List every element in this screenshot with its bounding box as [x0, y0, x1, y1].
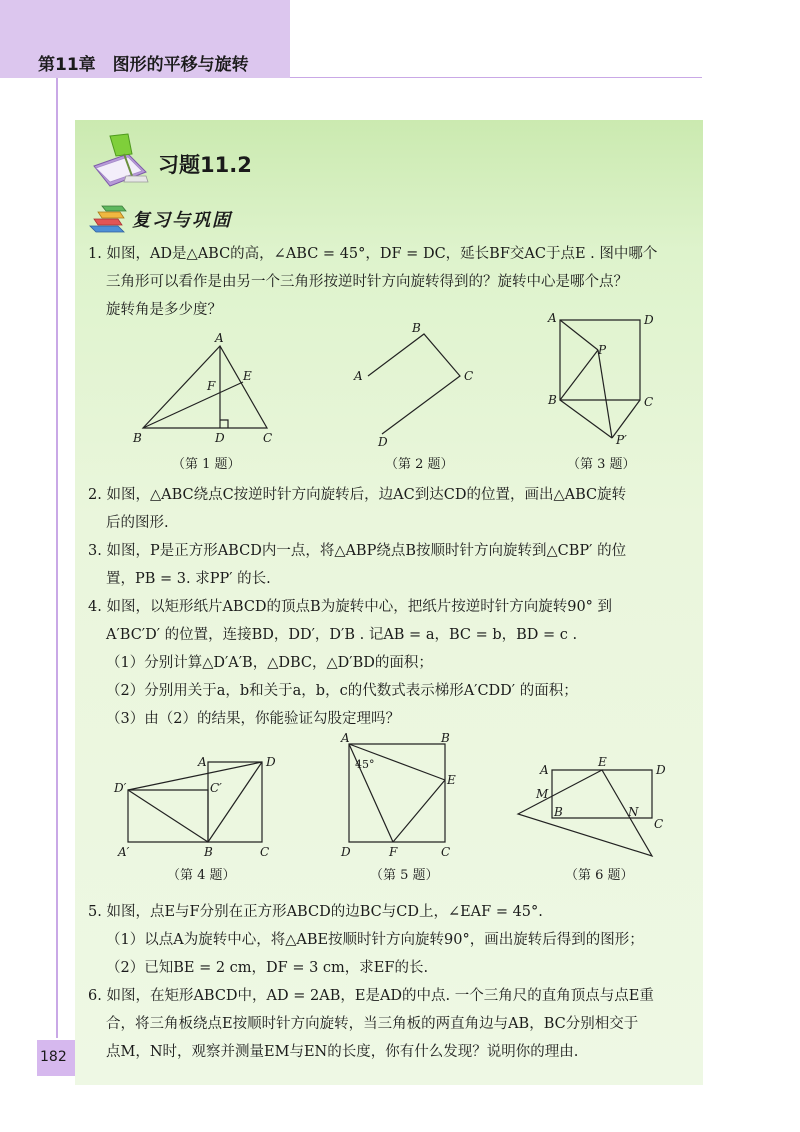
fig6-label-b: B: [554, 805, 563, 819]
fig1-label-c: C: [263, 431, 273, 445]
fig3-label-pp: P′: [616, 433, 627, 447]
fig4-label-cp: C′: [210, 781, 222, 795]
fig4-label-a: A: [198, 755, 207, 769]
fig4-label-d: D: [266, 755, 276, 769]
caption-figure-5: （第 5 题）: [370, 868, 439, 883]
problem-4-item-1: （1）分别计算△D′A′B，△DBC，△D′BD的面积；: [106, 655, 433, 671]
figure-6: [510, 752, 685, 864]
fig4-label-b: B: [204, 845, 213, 859]
fig4-label-c: C: [260, 845, 270, 859]
fig3-label-d: D: [644, 313, 654, 327]
problem-3-line-1: 3. 如图，P是正方形ABCD内一点，将△ABP绕点B按顺时针方向旋转到△CBP′ 的位: [88, 543, 627, 559]
fig6-label-n: N: [628, 805, 639, 819]
fig5-label-f: F: [389, 845, 398, 859]
caption-figure-2: （第 2 题）: [385, 457, 454, 472]
caption-figure-3: （第 3 题）: [567, 457, 636, 472]
fig5-label-c: C: [441, 845, 451, 859]
problem-2-line-1: 2. 如图，△ABC绕点C按逆时针方向旋转后，边AC到达CD的位置，画出△ABC旋转: [88, 487, 627, 503]
fig3-label-c: C: [644, 395, 654, 409]
problem-6-line-3: 点M，N时，观察并测量EM与EN的长度，你有什么发现？说明你的理由.: [106, 1044, 579, 1060]
figure-3: [540, 310, 670, 450]
figure-1: [125, 332, 285, 447]
fig1-label-b: B: [133, 431, 142, 445]
lamp-book-icon: [88, 132, 154, 190]
caption-figure-6: （第 6 题）: [565, 868, 634, 883]
fig6-label-d: D: [656, 763, 666, 777]
page-number: 182: [40, 1049, 67, 1065]
chapter-title: 第11章 图形的平移与旋转: [38, 55, 249, 75]
fig5-label-a: A: [341, 731, 350, 745]
fig3-label-a: A: [548, 311, 557, 325]
problem-3-line-2: 置，PB = 3. 求PP′ 的长.: [106, 571, 271, 587]
problem-4-item-3: （3）由（2）的结果，你能验证勾股定理吗？: [106, 711, 400, 727]
exercise-title: 习题11.2: [158, 153, 252, 177]
fig6-label-c: C: [654, 817, 664, 831]
fig2-label-c: C: [464, 369, 474, 383]
figure-4: [110, 748, 290, 860]
fig2-label-a: A: [354, 369, 363, 383]
fig1-label-e: E: [243, 369, 252, 383]
fig5-angle-label: 45°: [355, 758, 375, 771]
problem-6-line-1: 6. 如图，在矩形ABCD中，AD = 2AB，E是AD的中点. 一个三角尺的直角顶点与点E重: [88, 988, 654, 1004]
problem-2-line-2: 后的图形.: [106, 515, 169, 531]
fig6-label-a: A: [540, 763, 549, 777]
problem-5-item-1: （1）以点A为旋转中心，将△ABE按顺时针方向旋转90°，画出旋转后得到的图形；: [106, 932, 644, 948]
fig2-label-d: D: [378, 435, 388, 448]
problem-1-line-2: 三角形可以看作是由另一个三角形按逆时针方向旋转得到的？旋转中心是哪个点？: [106, 274, 628, 290]
caption-figure-1: （第 1 题）: [172, 457, 241, 472]
figure-2: [350, 320, 480, 448]
fig4-label-dp: D′: [114, 781, 127, 795]
problem-5-line-1: 5. 如图，点E与F分别在正方形ABCD的边BC与CD上，∠EAF = 45°.: [88, 904, 543, 920]
fig6-label-e: E: [598, 755, 607, 769]
fig5-label-d: D: [341, 845, 351, 859]
fig4-label-ap: A′: [118, 845, 130, 859]
fig1-label-f: F: [207, 379, 216, 393]
fig3-label-b: B: [548, 393, 557, 407]
fig5-label-e: E: [447, 773, 456, 787]
problem-4-line-2: A′BC′D′ 的位置，连接BD，DD′，D′B . 记AB = a，BC = b，BD = c .: [106, 627, 578, 643]
problem-4-item-2: （2）分别用关于a，b和关于a，b，c的代数式表示梯形A′CDD′ 的面积；: [106, 683, 578, 699]
figure-5: [335, 730, 475, 860]
fig5-label-b: B: [441, 731, 450, 745]
problem-6-line-2: 合，将三角板绕点E按顺时针方向旋转，当三角板的两直角边与AB，BC分别相交于: [106, 1016, 639, 1032]
fig6-label-m: M: [536, 787, 549, 801]
books-icon: [88, 204, 130, 234]
problem-5-item-2: （2）已知BE = 2 cm，DF = 3 cm，求EF的长.: [106, 960, 429, 976]
header-rule: [290, 77, 702, 78]
problem-1-line-3: 旋转角是多少度？: [106, 302, 222, 318]
caption-figure-4: （第 4 题）: [167, 868, 236, 883]
fig3-label-p: P: [598, 343, 607, 357]
margin-line: [56, 78, 58, 1038]
fig1-label-d: D: [215, 431, 225, 445]
problem-1-line-1: 1. 如图，AD是△ABC的高，∠ABC = 45°，DF = DC，延长BF交AC于点E . 图中哪个: [88, 246, 658, 262]
section-subtitle: 复习与巩固: [132, 210, 232, 231]
fig2-label-b: B: [412, 321, 421, 335]
fig1-label-a: A: [215, 332, 224, 345]
problem-4-line-1: 4. 如图，以矩形纸片ABCD的顶点B为旋转中心，把纸片按逆时针方向旋转90° 到: [88, 599, 613, 615]
